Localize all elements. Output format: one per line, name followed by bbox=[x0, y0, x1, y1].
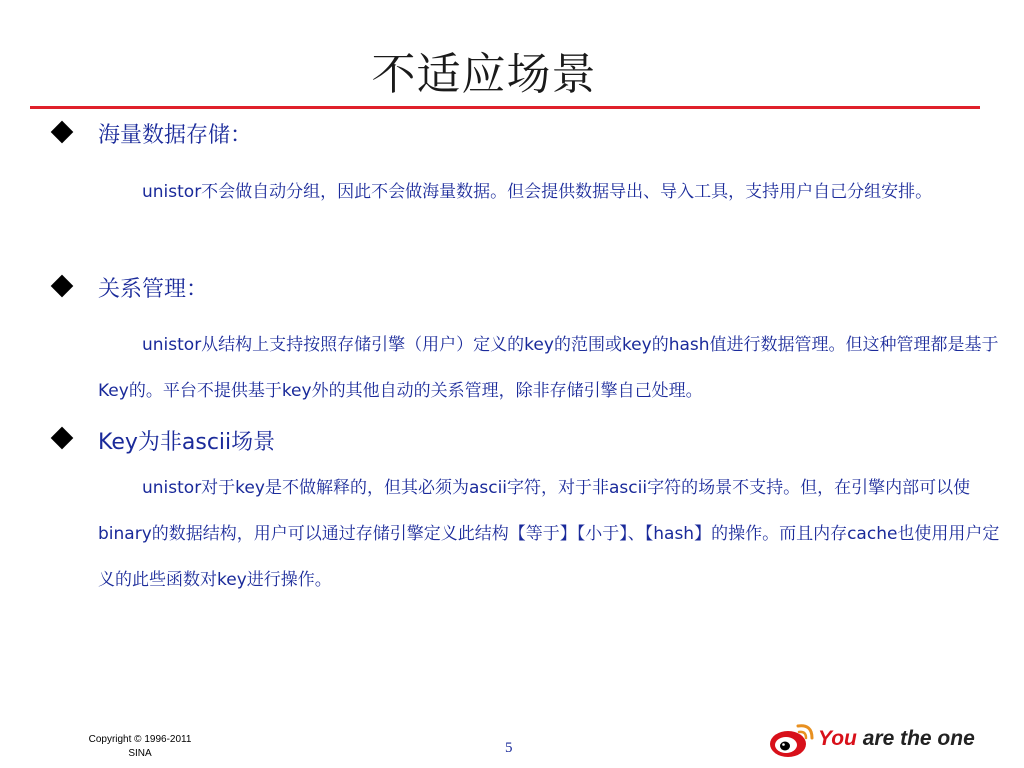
section-heading-massive-storage: 海量数据存储： bbox=[98, 123, 253, 148]
slogan-rest: are the one bbox=[856, 727, 975, 750]
sina-weibo-eye-icon bbox=[768, 720, 816, 760]
bullet-diamond-icon bbox=[46, 270, 78, 302]
section-body-massive-storage: unistor不会做自动分组，因此不会做海量数据。但会提供数据导出、导入工具，支持用户自己分组安排。 bbox=[142, 182, 933, 202]
section-heading-non-ascii-key: Key为非ascii场景 bbox=[98, 430, 276, 455]
slide-title: 不适应场景 bbox=[371, 49, 597, 100]
title-divider bbox=[30, 106, 980, 109]
page-number: 5 bbox=[505, 740, 513, 756]
brand-slogan bbox=[818, 727, 975, 751]
section-heading-relation-management: 关系管理： bbox=[98, 277, 209, 302]
section-body-non-ascii-key: unistor对于key是不做解释的，但其必须为ascii字符，对于非ascii字符的场景不支持。但，在引擎内部可以使binary的数据结构，用户可以通过存储引擎定义此结构【等于】【小于】、【hash】的操作。而且内存cache也使用用户定义的此些函数对key进行操作。 bbox=[98, 478, 1000, 590]
copyright-company: SINA bbox=[128, 748, 152, 759]
slogan-you: You bbox=[818, 727, 857, 750]
copyright-line: Copyright © 1996-2011 bbox=[88, 734, 192, 745]
copyright-notice bbox=[80, 733, 200, 761]
section-body-relation-management: unistor从结构上支持按照存储引擎（用户）定义的key的范围或key的hash值进行数据管理。但这种管理都是基于Key的。平台不提供基于key外的其他自动的关系管理，除非存储引擎自己处理。 bbox=[98, 335, 999, 401]
bullet-diamond-icon bbox=[46, 116, 78, 148]
bullet-diamond-icon bbox=[46, 422, 78, 454]
